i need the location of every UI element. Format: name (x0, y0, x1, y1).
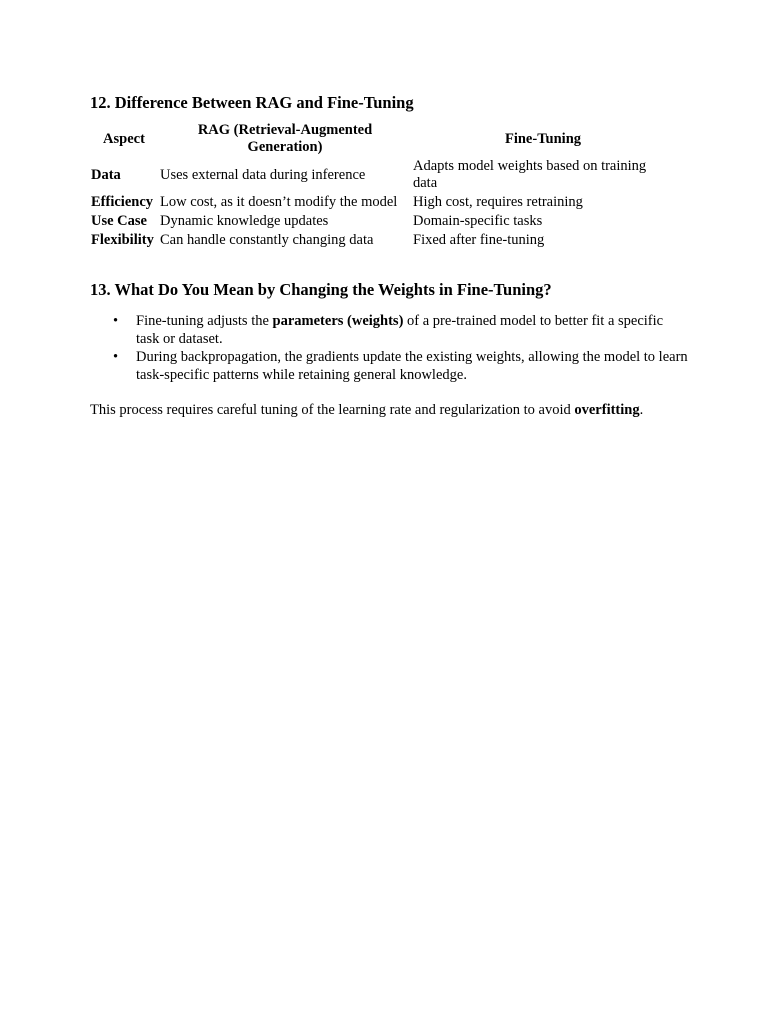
bullet-icon: • (113, 313, 119, 329)
comparison-table (90, 121, 675, 250)
row-fine-tuning: Fixed after fine-tuning (413, 232, 545, 248)
table-row (90, 157, 675, 193)
table-row (90, 231, 675, 250)
row-fine-tuning: High cost, requires retraining (413, 194, 583, 210)
row-rag: Uses external data during inference (160, 166, 366, 183)
row-fine-tuning: Domain-specific tasks (413, 213, 543, 229)
list-item (113, 349, 690, 384)
row-rag: Dynamic knowledge updates (160, 213, 329, 229)
row-rag: Can handle constantly changing data (160, 232, 374, 248)
bullet-text: During backpropagation, the gradients update the existing weights, allowing the model to learn task-specific patterns while retaining general knowledge. (136, 349, 688, 383)
header-fine-tuning: Fine-Tuning (504, 130, 582, 147)
closing-paragraph (90, 401, 690, 419)
closing-bold-term: overfitting (574, 402, 640, 418)
row-fine-tuning: Adapts model weights based on training data (413, 158, 647, 191)
document-page (90, 92, 690, 419)
closing-text-before: This process requires careful tuning of the learning rate and regularization to avoid (90, 402, 575, 418)
bullet-list (90, 313, 690, 384)
table-row (90, 193, 675, 212)
row-aspect: Use Case (91, 213, 147, 229)
header-rag: RAG (Retrieval-Augmented Generation) (197, 122, 373, 155)
bullet-text-after: of a pre-trained model to better fit a specific task or dataset. (136, 313, 664, 347)
bullet-icon: • (113, 349, 119, 365)
row-rag: Low cost, as it doesn’t modify the model (160, 194, 398, 210)
row-aspect: Data (91, 166, 121, 183)
list-item (113, 313, 690, 348)
bullet-text-before: Fine-tuning adjusts the (136, 313, 273, 329)
section-12-heading: 12. Difference Between RAG and Fine-Tuning (90, 93, 414, 112)
bullet-bold-term: parameters (weights) (272, 313, 404, 329)
row-aspect: Efficiency (91, 194, 154, 210)
table-row (90, 212, 675, 231)
row-aspect: Flexibility (91, 232, 154, 248)
header-aspect: Aspect (103, 130, 145, 147)
closing-text-after: . (639, 402, 644, 418)
table-header-row (90, 121, 675, 157)
section-13-heading: 13. What Do You Mean by Changing the Weights in Fine-Tuning? (90, 280, 552, 299)
